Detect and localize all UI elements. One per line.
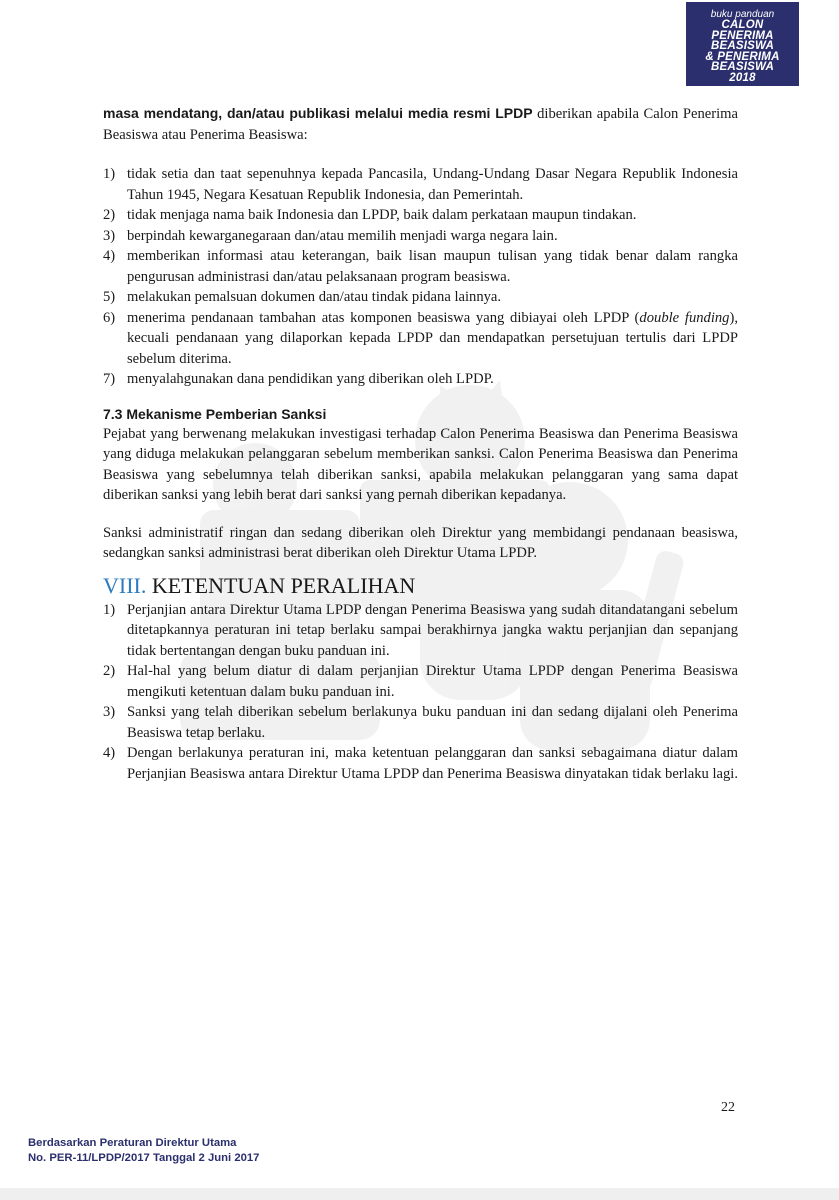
- list-text: melakukan pemalsuan dokumen dan/atau tindak pidana lainnya.: [127, 289, 502, 305]
- list-text: tidak setia dan taat sepenuhnya kepada Pancasila, Undang-Undang Dasar Negara Republik Indonesia Tahun 1945, Negara Kesatuan Republik Indonesia, dan Pemerintah.: [127, 166, 738, 203]
- badge-subtitle: buku panduan: [710, 9, 775, 20]
- list-number: 2): [103, 207, 116, 223]
- list-text: menyalahgunakan dana pendidikan yang diberikan oleh LPDP.: [127, 371, 494, 387]
- badge-year: 2018: [729, 71, 756, 84]
- list-text: memberikan informasi atau keterangan, baik lisan maupun tulisan yang tidak benar dalam rangka pengurusan administrasi dan/atau pelaksanaan program beasiswa.: [127, 248, 738, 285]
- section-heading: 7.3 Mekanisme Pemberian Sanksi: [103, 405, 327, 422]
- chapter-roman: VIII.: [103, 572, 147, 598]
- list-text-italic: double funding: [639, 309, 730, 326]
- list-text: ), kecuali pendanaan yang dilaporkan kepada LPDP dan mendapatkan persetujuan tertulis dari LPDP sebelum diterima.: [127, 309, 738, 367]
- list-item: [103, 205, 738, 226]
- list-number: 1): [103, 166, 116, 182]
- list-text: menerima pendanaan tambahan atas komponen beasiswa yang dibiayai oleh LPDP (: [127, 309, 640, 326]
- list-number: 1): [103, 601, 116, 618]
- list-text: Sanksi yang telah diberikan sebelum berlakunya buku panduan ini dan sedang dijalani oleh Penerima Beasiswa tetap berlaku.: [127, 704, 738, 741]
- list-text: berpindah kewarganegaraan dan/atau memilih menjadi warga negara lain.: [127, 227, 558, 244]
- section-paragraph: Pejabat yang berwenang melakukan investigasi terhadap Calon Penerima Beasiswa dan Penerima Beasiswa yang diduga melakukan pelanggaran sebelum memberikan sanksi. Calon Penerima Beasiswa dan Penerima Beasiswa yang sebelumnya telah diberikan sanksi, apabila melakukan pelanggaran yang sama dapat diberikan sanksi yang lebih berat dari sanksi yang pernah diberikan kepadanya.: [103, 425, 738, 503]
- list-number: 3): [103, 227, 116, 244]
- list-number: 6): [103, 309, 116, 326]
- list-number: 4): [103, 248, 116, 264]
- badge-line: & PENERIMA: [705, 50, 780, 63]
- intro-paragraph: [103, 103, 738, 145]
- list-text: Perjanjian antara Direktur Utama LPDP dengan Penerima Beasiswa yang sudah ditandatangani sebelum ditetapkannya peraturan ini tetap berlaku sampai berakhirnya jangka waktu perjanjian dan sepanjang tidak bertentangan dengan buku panduan ini.: [127, 601, 738, 659]
- list-item: [103, 287, 738, 308]
- list-item: [103, 702, 738, 743]
- badge-line: PENERIMA: [711, 29, 774, 42]
- violation-list: [103, 164, 738, 390]
- list-item: [103, 246, 738, 287]
- list-item: [103, 743, 738, 784]
- list-item: [103, 369, 738, 390]
- list-number: 4): [103, 745, 116, 761]
- list-number: 7): [103, 371, 116, 387]
- list-text: Hal-hal yang belum diatur di dalam perjanjian Direktur Utama LPDP dengan Penerima Beasiswa mengikuti ketentuan dalam buku panduan ini.: [127, 663, 738, 700]
- page-number: 22: [721, 1100, 735, 1115]
- list-item: [103, 661, 738, 702]
- chapter-title: [103, 572, 738, 600]
- intro-bold: masa mendatang, dan/atau publikasi melalui media resmi LPDP: [103, 105, 533, 121]
- list-number: 2): [103, 663, 116, 679]
- badge-line: BEASISWA: [711, 61, 774, 73]
- page-content: [103, 103, 738, 784]
- list-number: 5): [103, 289, 116, 305]
- footer: [28, 1136, 259, 1166]
- list-text: Dengan berlakunya peraturan ini, maka ketentuan pelanggaran dan sanksi sebagaimana diatur dalam Perjanjian Beasiswa antara Direktur Utama LPDP dan Penerima Beasiswa dinyatakan tidak berlaku lagi.: [127, 745, 738, 782]
- list-text: tidak menjaga nama baik Indonesia dan LPDP, baik dalam perkataan maupun tindakan.: [127, 207, 637, 223]
- list-item: [103, 226, 738, 247]
- footer-line: No. PER-11/LPDP/2017 Tanggal 2 Juni 2017: [28, 1152, 260, 1164]
- section-paragraph: Sanksi administratif ringan dan sedang diberikan oleh Direktur yang membidangi pendanaan beasiswa, sedangkan sanksi administrasi berat diberikan oleh Direktur Utama LPDP.: [103, 524, 738, 561]
- chapter-name: KETENTUAN PERALIHAN: [151, 572, 416, 598]
- guidebook-badge: [686, 2, 799, 86]
- bottom-strip: [0, 1188, 839, 1200]
- badge-line: CALON: [721, 19, 764, 31]
- footer-line: Berdasarkan Peraturan Direktur Utama: [28, 1137, 237, 1149]
- list-item: [103, 600, 738, 662]
- list-number: 3): [103, 704, 116, 720]
- badge-line: BEASISWA: [711, 40, 774, 52]
- list-item: [103, 308, 738, 370]
- list-item: [103, 164, 738, 205]
- transition-list: [103, 600, 738, 785]
- intro-rest: diberikan apabila Calon Penerima Beasiswa atau Penerima Beasiswa:: [103, 106, 739, 143]
